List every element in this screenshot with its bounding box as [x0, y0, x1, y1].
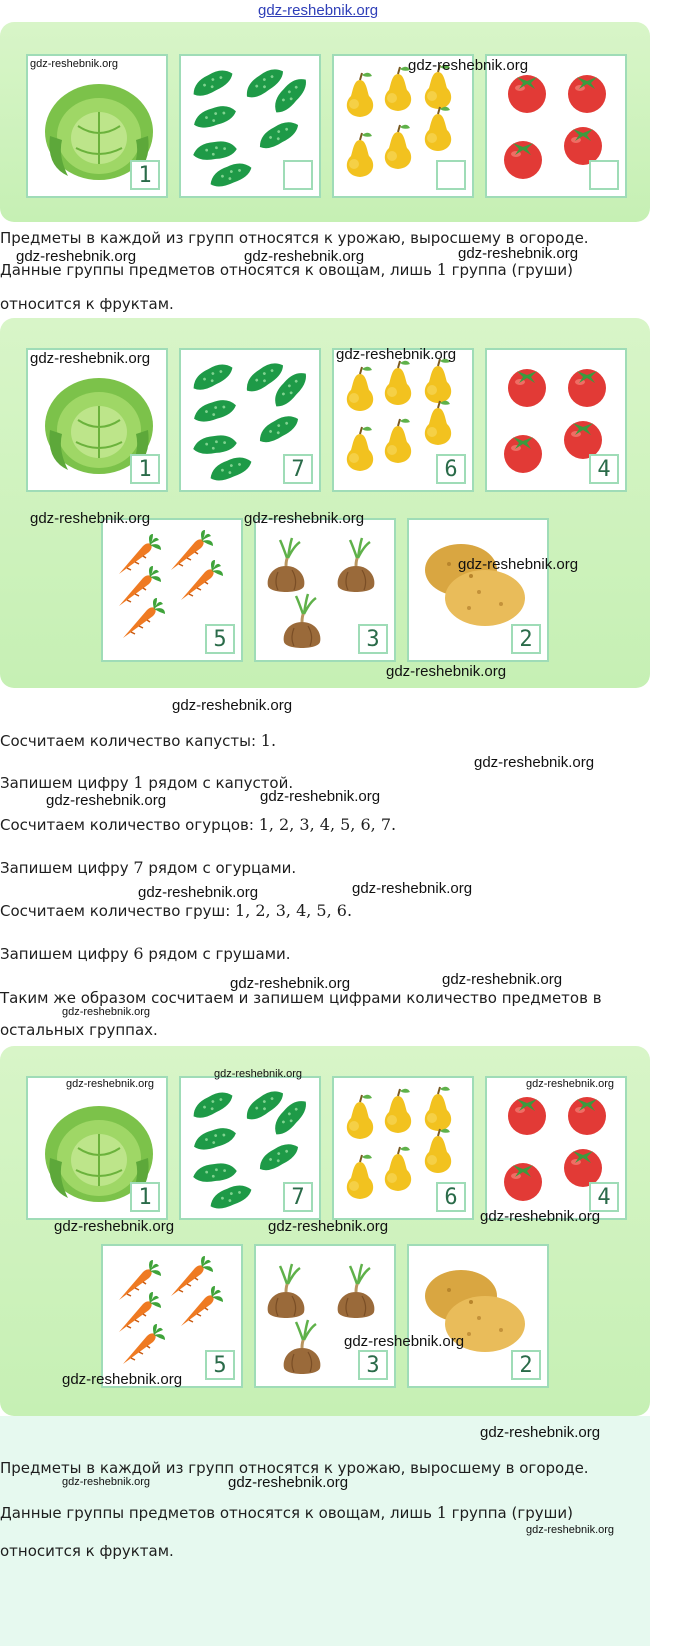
card-cabbage	[26, 54, 168, 198]
card-pears	[332, 348, 474, 492]
watermark: gdz-reshebnik.org	[16, 248, 137, 265]
watermark: gdz-reshebnik.org	[260, 788, 381, 805]
card-pears	[332, 1076, 474, 1220]
card-onions	[254, 1244, 396, 1388]
watermark: gdz-reshebnik.org	[352, 880, 473, 897]
top-link[interactable]: gdz-reshebnik.org	[258, 2, 379, 19]
watermark: gdz-reshebnik.org	[526, 1078, 615, 1090]
text-line-3: относится к фруктам.	[0, 295, 174, 313]
watermark: gdz-reshebnik.org	[30, 350, 151, 367]
text-line-2: Данные группы предметов относятся к овощам, лишь 1 группа (груши)	[0, 260, 573, 279]
card-potatoes	[407, 1244, 549, 1388]
number-box[interactable]: 5	[205, 1350, 235, 1380]
watermark: gdz-reshebnik.org	[458, 556, 579, 573]
watermark: gdz-reshebnik.org	[442, 971, 563, 988]
card-carrots	[101, 518, 243, 662]
count-pears: Сосчитаем количество груш: 1, 2, 3, 4, 5, 6.	[0, 901, 353, 920]
count-cabbage: Сосчитаем количество капусты: 1.	[0, 731, 277, 750]
watermark: gdz-reshebnik.org	[62, 1476, 151, 1488]
card-tomatoes	[485, 348, 627, 492]
number-box[interactable]: 1	[130, 160, 160, 190]
number-box[interactable]: 2	[511, 1350, 541, 1380]
number-box[interactable]: 6	[436, 454, 466, 484]
write-7: Запишем цифру 7 рядом с огурцами.	[0, 858, 297, 877]
card-onions	[254, 518, 396, 662]
watermark: gdz-reshebnik.org	[244, 510, 365, 527]
watermark: gdz-reshebnik.org	[480, 1208, 601, 1225]
card-tomatoes	[485, 1076, 627, 1220]
card-cabbage	[26, 348, 168, 492]
watermark: gdz-reshebnik.org	[474, 754, 595, 771]
watermark: gdz-reshebnik.org	[244, 248, 365, 265]
card-carrots	[101, 1244, 243, 1388]
card-cabbage	[26, 1076, 168, 1220]
same-way-line-1: Таким же образом сосчитаем и запишем цифрами количество предметов в	[0, 989, 602, 1007]
number-box[interactable]: 1	[130, 1182, 160, 1212]
watermark: gdz-reshebnik.org	[138, 884, 259, 901]
watermark: gdz-reshebnik.org	[336, 346, 457, 363]
answer-line-1: Предметы в каждой из групп относятся к урожаю, выросшему в огороде.	[0, 1459, 589, 1477]
number-box[interactable]: 7	[283, 1182, 313, 1212]
number-box-empty[interactable]	[589, 160, 619, 190]
watermark: gdz-reshebnik.org	[54, 1218, 175, 1235]
watermark: gdz-reshebnik.org	[386, 663, 507, 680]
watermark: gdz-reshebnik.org	[230, 975, 351, 992]
number-box[interactable]: 3	[358, 624, 388, 654]
number-box[interactable]: 6	[436, 1182, 466, 1212]
number-box[interactable]: 2	[511, 624, 541, 654]
answer-line-3: относится к фруктам.	[0, 1542, 174, 1560]
number-box-empty[interactable]	[283, 160, 313, 190]
card-tomatoes	[485, 54, 627, 198]
watermark: gdz-reshebnik.org	[268, 1218, 389, 1235]
write-1: Запишем цифру 1 рядом с капустой.	[0, 773, 294, 792]
watermark: gdz-reshebnik.org	[62, 1006, 151, 1018]
number-box[interactable]: 3	[358, 1350, 388, 1380]
watermark: gdz-reshebnik.org	[344, 1333, 465, 1350]
number-box[interactable]: 4	[589, 1182, 619, 1212]
watermark: gdz-reshebnik.org	[66, 1078, 155, 1090]
write-6: Запишем цифру 6 рядом с грушами.	[0, 944, 291, 963]
watermark: gdz-reshebnik.org	[408, 57, 529, 74]
watermark: gdz-reshebnik.org	[526, 1524, 615, 1536]
card-cucumbers	[179, 348, 321, 492]
watermark: gdz-reshebnik.org	[214, 1068, 303, 1080]
watermark: gdz-reshebnik.org	[30, 510, 151, 527]
number-box[interactable]: 1	[130, 454, 160, 484]
watermark: gdz-reshebnik.org	[480, 1424, 601, 1441]
watermark: gdz-reshebnik.org	[30, 58, 119, 70]
number-box-empty[interactable]	[436, 160, 466, 190]
card-cucumbers	[179, 1076, 321, 1220]
same-way-line-2: остальных группах.	[0, 1021, 158, 1039]
number-box[interactable]: 5	[205, 624, 235, 654]
watermark: gdz-reshebnik.org	[62, 1371, 183, 1388]
answer-line-2: Данные группы предметов относятся к овощам, лишь 1 группа (груши)	[0, 1503, 573, 1522]
watermark: gdz-reshebnik.org	[228, 1474, 349, 1491]
number-box[interactable]: 4	[589, 454, 619, 484]
watermark: gdz-reshebnik.org	[46, 792, 167, 809]
text-line-1: Предметы в каждой из групп относятся к урожаю, выросшему в огороде.	[0, 229, 589, 247]
card-cucumbers	[179, 54, 321, 198]
count-cucumbers: Сосчитаем количество огурцов: 1, 2, 3, 4, 5, 6, 7.	[0, 815, 397, 834]
card-potatoes	[407, 518, 549, 662]
number-box[interactable]: 7	[283, 454, 313, 484]
watermark: gdz-reshebnik.org	[458, 245, 579, 262]
card-pears	[332, 54, 474, 198]
watermark: gdz-reshebnik.org	[172, 697, 293, 714]
